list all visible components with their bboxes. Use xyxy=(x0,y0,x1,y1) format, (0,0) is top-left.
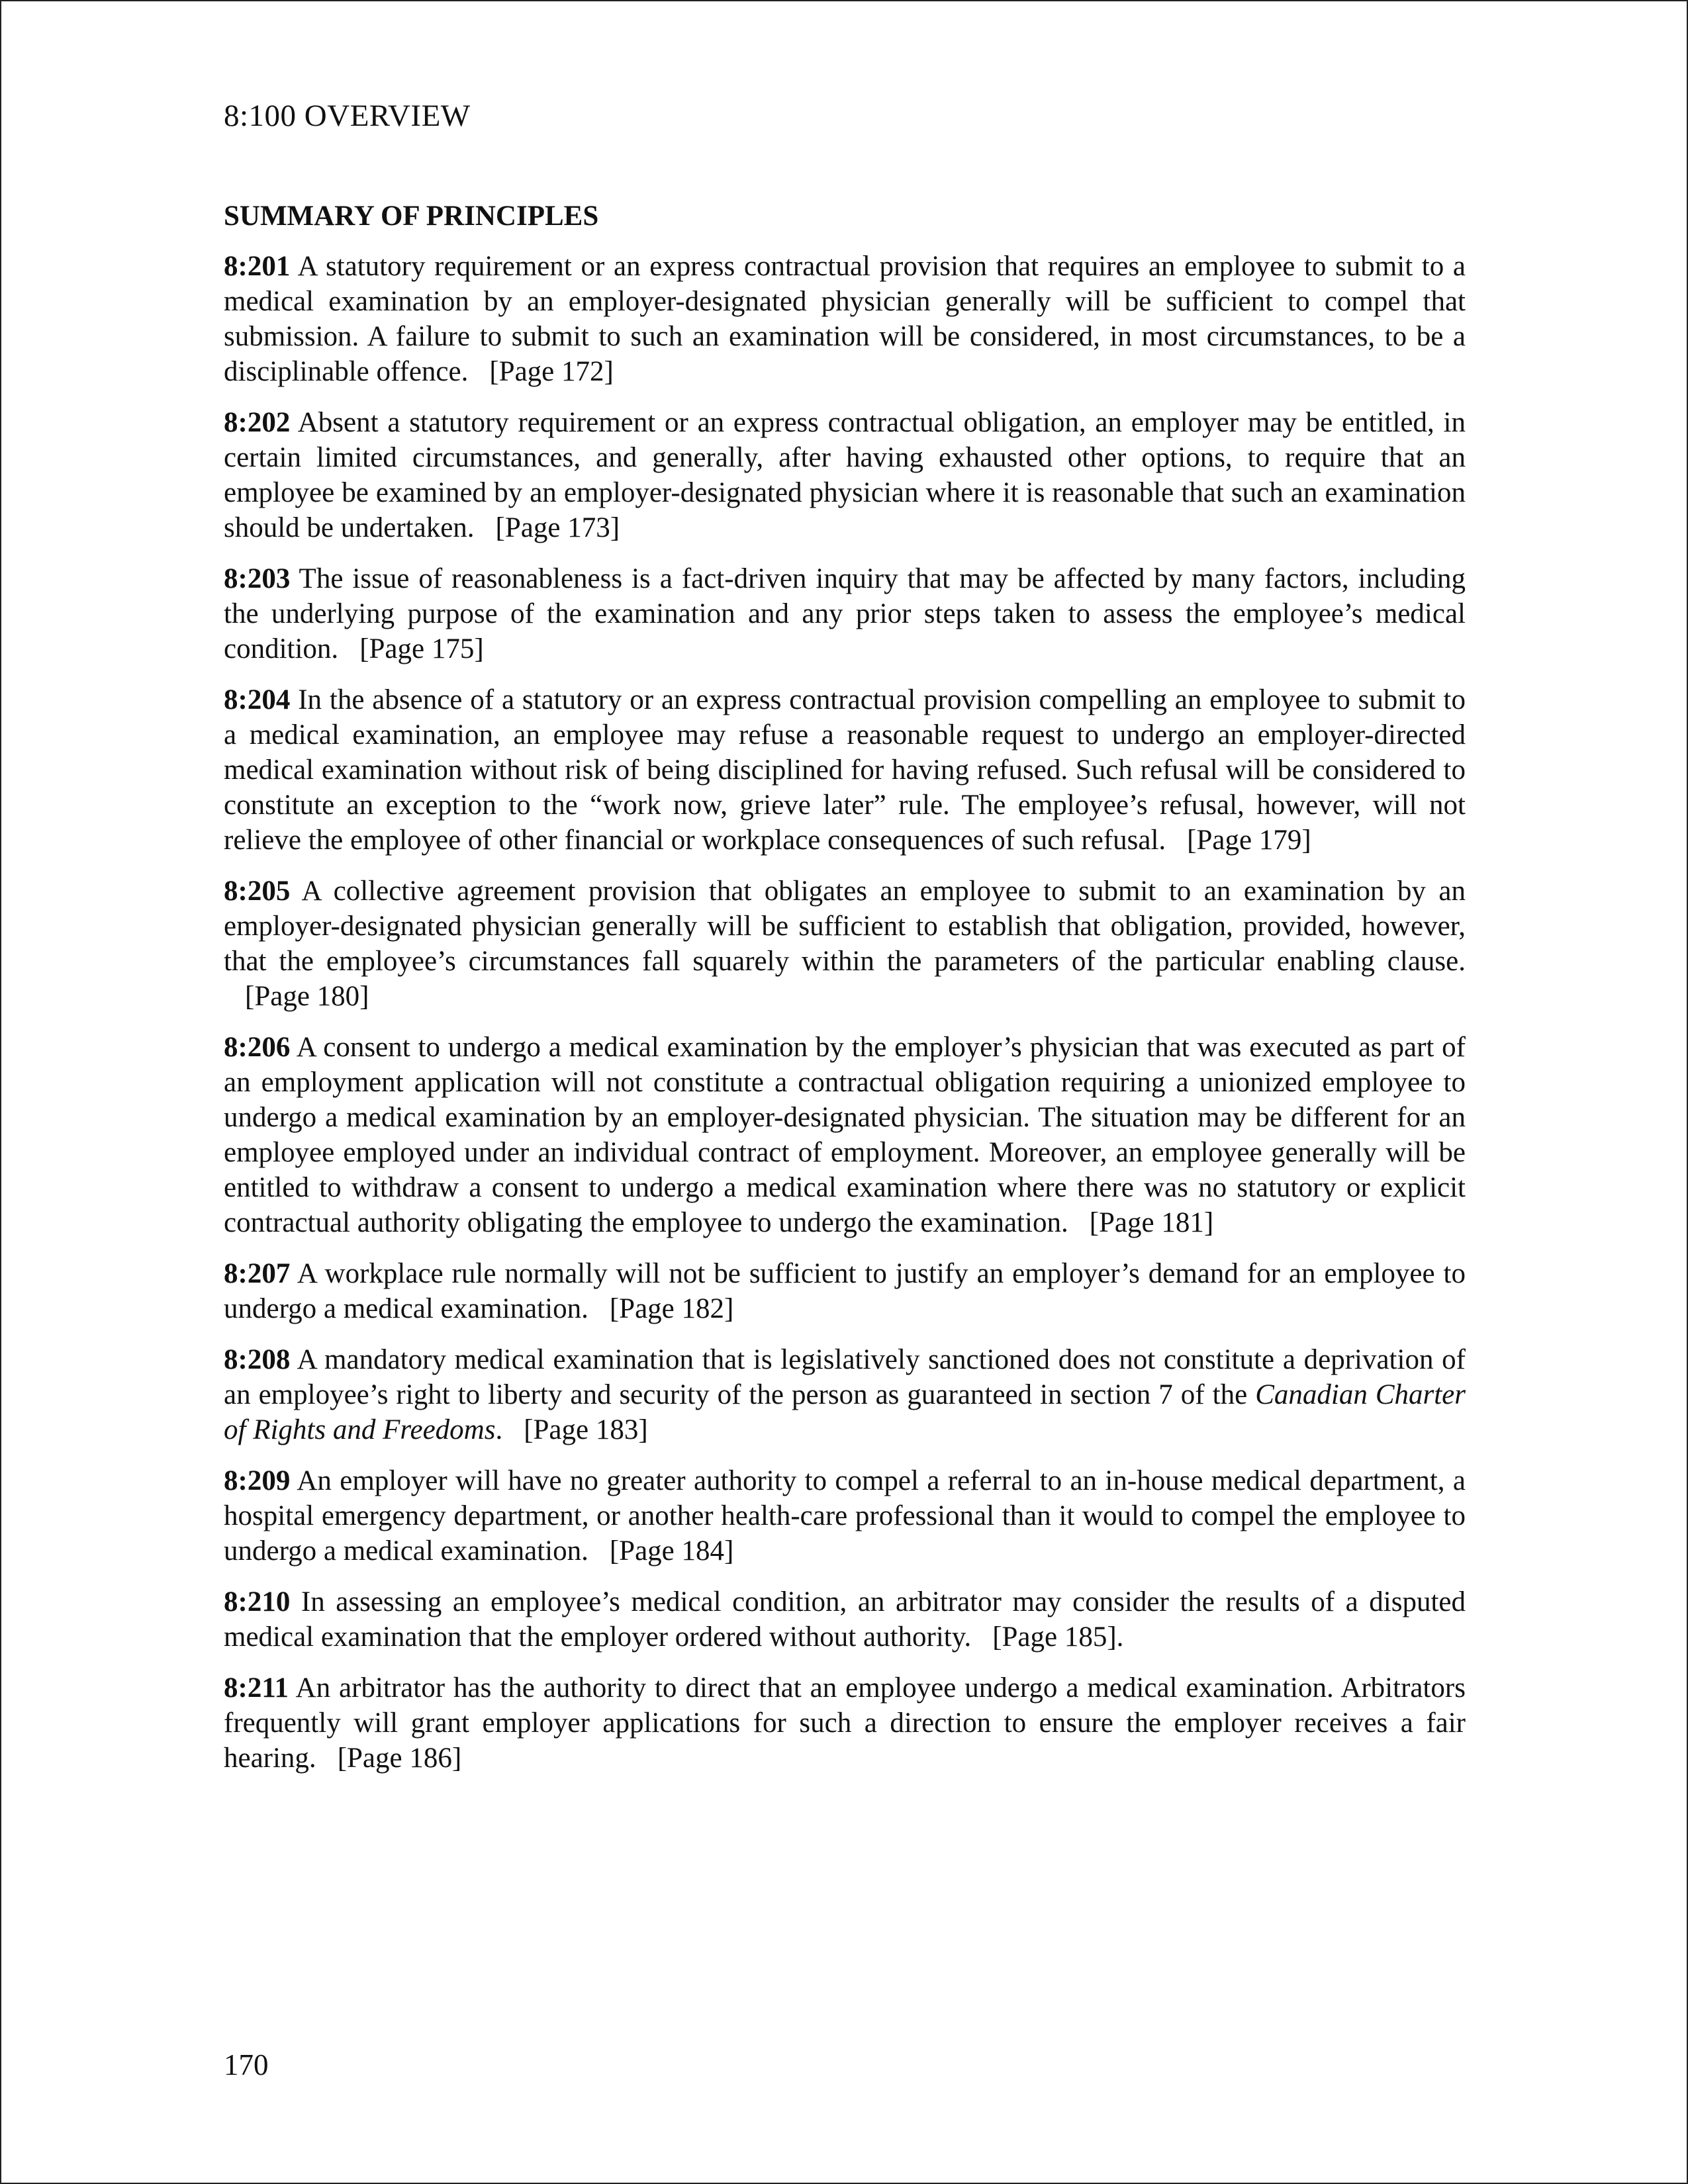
principle-number: 8:203 xyxy=(224,563,291,594)
page-reference: [Page 179] xyxy=(1187,825,1311,856)
page-reference: [Page 186] xyxy=(337,1743,462,1774)
principle-8-205 xyxy=(224,874,1466,1014)
page-reference: [Page 173] xyxy=(495,512,620,543)
running-header: 8:100 OVERVIEW xyxy=(224,99,471,133)
page-number: 170 xyxy=(224,2048,269,2081)
principle-8-203 xyxy=(224,561,1466,666)
principles-list xyxy=(224,249,1466,1792)
principle-number: 8:207 xyxy=(224,1258,291,1289)
principle-8-204 xyxy=(224,682,1466,858)
principle-8-208 xyxy=(224,1342,1466,1447)
section-title: SUMMARY OF PRINCIPLES xyxy=(224,201,599,232)
principle-8-207 xyxy=(224,1256,1466,1326)
principle-text: In assessing an employee’s medical condition, an arbitrator may consider the results of a disputed medical examination that the employer ordered without authority. xyxy=(224,1586,1466,1653)
principle-text: The issue of reasonableness is a fact-driven inquiry that may be affected by many factors, including the underlying purpose of the examination and any prior steps taken to assess the employee’s medical condition. xyxy=(224,563,1466,664)
page-reference: [Page 175] xyxy=(359,633,484,664)
principle-number: 8:202 xyxy=(224,407,291,438)
principle-text: An arbitrator has the authority to direct that an employee undergo a medical examination. Arbitrators frequently will grant employer applications for such a direction to ensure the employer receives a fair hearing. xyxy=(224,1672,1466,1774)
principle-8-211 xyxy=(224,1670,1466,1776)
principle-8-201 xyxy=(224,249,1466,389)
principle-8-206 xyxy=(224,1030,1466,1240)
principle-text-end: . xyxy=(495,1414,503,1445)
page-reference: [Page 184] xyxy=(609,1535,734,1567)
principle-number: 8:205 xyxy=(224,876,291,907)
principle-8-210 xyxy=(224,1584,1466,1655)
principle-number: 8:201 xyxy=(224,251,291,282)
page-reference: [Page 182] xyxy=(609,1293,734,1324)
principle-text: An employer will have no greater authority to compel a referral to an in-house medical department, a hospital emergency department, or another health-care professional than it would to compel the employee to undergo a medical examination. xyxy=(224,1465,1466,1567)
principle-number: 8:210 xyxy=(224,1586,291,1617)
page-reference: [Page 172] xyxy=(489,356,614,387)
page-reference: [Page 183] xyxy=(524,1414,648,1445)
principle-number: 8:206 xyxy=(224,1032,291,1063)
page-reference: [Page 181] xyxy=(1089,1207,1214,1238)
principle-8-202 xyxy=(224,405,1466,545)
principle-text: A collective agreement provision that obligates an employee to submit to an examination by an employer-designated physician generally will be sufficient to establish that obligation, provided, however, that the employee’s circumstances fall squarely within the parameters of the particular enabling clause. xyxy=(224,876,1466,977)
charter-title: Canadian Charter of Rights and Freedoms xyxy=(224,1379,1466,1445)
principle-text: Absent a statutory requirement or an express contractual obligation, an employer may be entitled, in certain limited circumstances, and generally, after having exhausted other options, to require that an employee be examined by an employer-designated physician where it is reasonable that such an examination should be undertaken. xyxy=(224,407,1466,543)
principle-number: 8:208 xyxy=(224,1344,291,1375)
principle-number: 8:209 xyxy=(224,1465,291,1496)
principle-text: A consent to undergo a medical examination by the employer’s physician that was executed as part of an employment application will not constitute a contractual obligation requiring a unionized employee to undergo a medical examination by an employer-designated physician. The situation may be different for an employee employed under an individual contract of employment. Moreover, an employee generally will be entitled to withdraw a consent to undergo a medical examination where there was no statutory or explicit contractual authority obligating the employee to undergo the examination. xyxy=(224,1032,1466,1238)
principle-number: 8:211 xyxy=(224,1672,289,1704)
page-reference: [Page 185]. xyxy=(992,1621,1124,1653)
principle-8-209 xyxy=(224,1463,1466,1569)
principle-number: 8:204 xyxy=(224,684,291,715)
principle-text: In the absence of a statutory or an express contractual provision compelling an employee to submit to a medical examination, an employee may refuse a reasonable request to undergo an employer-directed medical examination without risk of being disciplined for having refused. Such refusal will be considered to constitute an exception to the “work now, grieve later” rule. The employee’s refusal, however, will not relieve the employee of other financial or workplace consequences of such refusal. xyxy=(224,684,1466,856)
page-reference: [Page 180] xyxy=(245,981,369,1012)
principle-text: A statutory requirement or an express contractual provision that requires an employee to submit to a medical examination by an employer-designated physician generally will be sufficient to compel that submission. A failure to submit to such an examination will be considered, in most circumstances, to be a disciplinable offence. xyxy=(224,251,1466,387)
principle-text: A mandatory medical examination that is legislatively sanctioned does not constitute a deprivation of an employee’s right to liberty and security of the person as guaranteed in section 7 of the xyxy=(224,1344,1466,1410)
principle-text: A workplace rule normally will not be sufficient to justify an employer’s demand for an employee to undergo a medical examination. xyxy=(224,1258,1466,1324)
